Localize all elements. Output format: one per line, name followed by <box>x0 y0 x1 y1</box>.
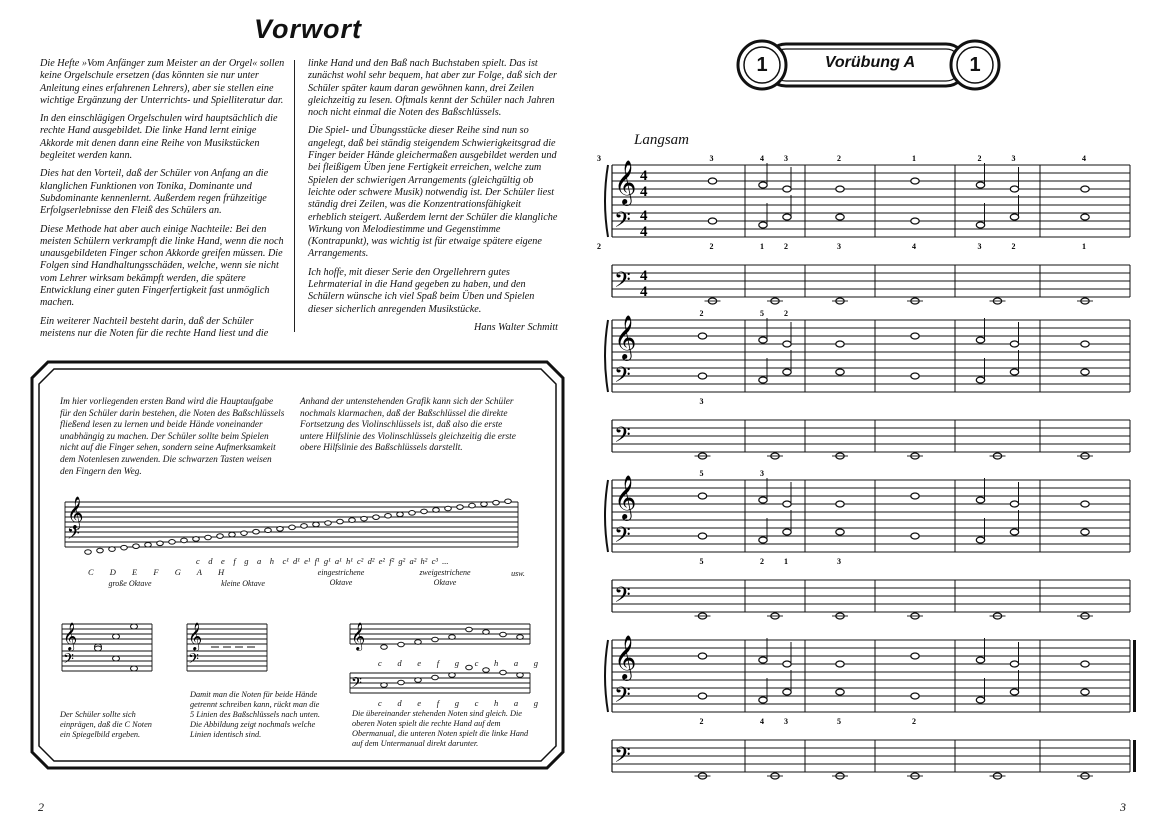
fingering-number: 3 <box>1011 154 1016 163</box>
half-note <box>976 497 984 503</box>
whole-note <box>1081 341 1089 347</box>
final-barline <box>1133 640 1136 712</box>
caption-1: Der Schüler sollte sich einprägen, daß die C Noten ein Spiegelbild ergeben. <box>60 710 152 739</box>
whole-note <box>397 512 404 517</box>
whole-note <box>1081 661 1089 667</box>
fingering-number: 2 <box>912 717 916 726</box>
whole-note <box>289 525 296 530</box>
fingering-number: 5 <box>760 309 764 318</box>
score-systems <box>597 150 1140 805</box>
whole-note <box>698 693 706 699</box>
half-note <box>1010 529 1018 535</box>
whole-note <box>409 511 416 516</box>
half-note <box>759 697 767 703</box>
fingering-number: 2 <box>1011 242 1016 251</box>
paragraph: Die Spiel- und Übungsstücke dieser Reihe sind nun so angelegt, daß bei ständig steigendem Schwierigkeitsgrad die Finger beider Hände gleichermaßen ausgebildet werden und bei fleißigem Üben jene Fertigkeit erreichen, welche zum Spielen der schwierigen Arrangements (gleichgültig ob leichte oder schwere Musik) notwendig ist. Der Schüler liest ständig drei Zeilen, was die Konzentrationsfähigkeit erheblich steigert. Außerdem lernt der Schüler die klangliche Wirkung von Melodiestimme und Gegenstimme (Kontrapunkt), was wichtig ist für etwaige spätere eigene Arrangements. <box>308 125 558 260</box>
fingering-number: 5 <box>699 557 704 566</box>
fingering-number: 3 <box>760 469 764 478</box>
signature: Hans Walter Schmitt <box>474 321 558 333</box>
whole-note <box>517 673 524 678</box>
foreword-column-1 <box>40 58 286 346</box>
foreword-column-2 <box>308 58 558 340</box>
staff-lines-figure <box>185 618 270 678</box>
whole-note <box>483 630 490 635</box>
fingering-number: 2 <box>760 557 764 566</box>
whole-note <box>836 661 844 667</box>
treble-clef-icon: 𝄞 <box>188 624 203 650</box>
half-note <box>976 182 984 188</box>
fingering-number: 2 <box>977 154 982 163</box>
half-note <box>783 689 791 695</box>
whole-note <box>1081 501 1089 507</box>
fingering-number: 3 <box>784 717 788 726</box>
half-note <box>759 497 767 503</box>
fingering-number: 2 <box>837 154 841 163</box>
paragraph: linke Hand und den Baß nach Buchstaben spielt. Das ist zunächst wohl sehr bequem, hat aber zur Folge, daß sich der Schüler später kaum daran gewöhnen kann, drei Zeilen gleichzeitig zu lesen. Oftmals kennt der Schüler nach Jahren noch nicht einmal die Noten des Baßschlüssels. <box>308 58 558 119</box>
fingering-number: 2 <box>699 717 704 726</box>
whole-note <box>708 178 716 184</box>
whole-note <box>349 518 356 523</box>
whole-note <box>836 689 844 695</box>
fingering-number: 5 <box>837 717 841 726</box>
treble-clef-icon: 𝄞 <box>67 498 84 529</box>
range-staff-figure <box>60 490 520 560</box>
whole-note <box>421 509 428 514</box>
page-number-right: 3 <box>1120 800 1126 814</box>
whole-note <box>698 653 706 659</box>
half-note <box>783 341 791 347</box>
whole-note <box>836 529 844 535</box>
half-note <box>1010 186 1018 192</box>
whole-note <box>433 508 440 513</box>
whole-note <box>445 506 452 511</box>
half-note <box>1010 689 1018 695</box>
note-names-row <box>196 556 536 566</box>
fig3-letters-bottom: c d e f g c h a g <box>378 698 538 708</box>
fingering-number: 1 <box>1082 242 1086 251</box>
paragraph: Die Hefte »Vom Anfänger zum Meister an der Orgel« sollen keine Orgelschule ersetzen (das könnten sie nur unter Anleitung eines erfahrenen Lehrers), aber sie stellen eine wichtige Ergänzung der Unterrichts- und Spielliteratur dar. <box>40 58 285 106</box>
whole-note <box>85 550 92 555</box>
whole-note <box>1081 369 1089 375</box>
whole-note <box>97 548 104 553</box>
brace <box>605 320 608 392</box>
treble-clef-icon: 𝄞 <box>614 637 637 679</box>
caption-3: Die übereinander stehenden Noten sind gleich. Die oberen Noten spielt die rechte Hand auf dem Obermanual, die unteren Noten spielt die linke Hand auf dem Untermanual direkt darunter. <box>352 709 529 748</box>
whole-note <box>911 693 919 699</box>
fingering-number: 3 <box>837 557 841 566</box>
box-text-right: Anhand der untenstehenden Grafik kann sich der Schüler nochmals klarmachen, daß der Baßschlüssel die direkte Fortsetzung des Violinschlüssels ist, daß also die erste untere Hilfslinie des Violinschlüssels gleichzeitig die erste obere Hilfslinie des Baßschlüssels darstellt. <box>300 397 516 454</box>
whole-note <box>469 503 476 508</box>
page-number-left: 2 <box>38 800 44 814</box>
fingering-number: 3 <box>597 154 601 163</box>
brace <box>605 480 608 552</box>
whole-note <box>517 635 524 640</box>
bass-clef-icon: 𝄢 <box>614 208 631 237</box>
whole-note <box>381 645 388 650</box>
half-note <box>1010 661 1018 667</box>
whole-note <box>493 500 500 505</box>
half-note <box>783 214 791 220</box>
whole-note <box>361 516 368 521</box>
tempo-marking: Langsam <box>634 132 690 148</box>
treble-clef-icon: 𝄞 <box>63 624 78 650</box>
time-signature: 4 <box>640 208 648 224</box>
final-barline <box>1133 740 1136 772</box>
half-note <box>759 182 767 188</box>
bass-clef-icon: 𝄢 <box>188 651 199 670</box>
score-system <box>605 469 1130 619</box>
octave-label: kleine Oktave <box>221 579 265 588</box>
whole-note <box>1081 529 1089 535</box>
score-system <box>605 636 1136 779</box>
whole-note <box>708 218 716 224</box>
fig3-letters-top: c d e f g c h a g <box>378 658 538 668</box>
badge-number-left: 1 <box>756 54 768 76</box>
half-note <box>759 222 767 228</box>
whole-note <box>229 532 236 537</box>
bass-clef-icon: 𝄢 <box>67 525 80 547</box>
whole-note <box>373 515 380 520</box>
badge-number-right: 1 <box>969 54 981 76</box>
fingering-number: 3 <box>709 154 714 163</box>
whole-note <box>121 545 128 550</box>
fingering-number: 2 <box>784 309 788 318</box>
fingering-number: 1 <box>760 242 764 251</box>
time-signature: 4 <box>640 224 648 240</box>
whole-note <box>911 493 919 499</box>
whole-note <box>1081 186 1089 192</box>
score-system <box>605 309 1130 459</box>
note-names-small: c d e f g a h <box>196 556 274 566</box>
fingering-number: 4 <box>760 154 764 163</box>
note-names-two: c² d² e² f² g² a² h² c³ ... <box>357 556 449 566</box>
whole-note <box>313 522 320 527</box>
whole-note <box>836 186 844 192</box>
c-mirror-figure <box>60 618 155 678</box>
whole-note <box>911 533 919 539</box>
whole-note <box>157 541 164 546</box>
brace <box>605 640 608 712</box>
half-note <box>759 657 767 663</box>
fingering-number: 2 <box>709 242 714 251</box>
whole-note <box>449 635 456 640</box>
whole-note <box>265 528 272 533</box>
bass-clef-icon: 𝄢 <box>614 423 631 452</box>
piece-title: Vorübung A <box>824 54 916 71</box>
caption-2: Damit man die Noten für beide Hände getrennt schreiben kann, rückt man die 5 Linien des Baßschlüssels nach unten. Die Abbildung zeigt nochmals welche Linien identisch sind. <box>190 690 320 739</box>
fingering-number: 4 <box>1082 154 1086 163</box>
whole-note <box>836 341 844 347</box>
half-note <box>759 337 767 343</box>
whole-note <box>911 218 919 224</box>
bass-clef-icon: 𝄢 <box>63 651 74 670</box>
treble-clef-icon: 𝄞 <box>614 477 637 519</box>
time-signature: 4 <box>640 168 648 184</box>
bass-clef-icon: 𝄢 <box>614 268 631 297</box>
fingering-number: 5 <box>699 469 704 478</box>
half-note <box>759 537 767 543</box>
half-note <box>976 537 984 543</box>
fingering-number: 3 <box>977 242 982 251</box>
whole-note <box>337 519 344 524</box>
fingering-number: 1 <box>912 154 916 163</box>
whole-note <box>449 673 456 678</box>
whole-note <box>836 501 844 507</box>
note-names-one: c¹ d¹ e¹ f¹ g¹ a¹ h¹ <box>282 556 353 566</box>
whole-note <box>836 214 844 220</box>
whole-note <box>241 531 248 536</box>
fingering-number: 3 <box>699 397 704 406</box>
note-names-big: C D E F G A H <box>88 567 232 577</box>
whole-note <box>911 653 919 659</box>
half-note <box>1010 341 1018 347</box>
fingering-number: 2 <box>699 309 704 318</box>
whole-note <box>466 627 473 632</box>
whole-note <box>698 373 706 379</box>
octave-label: eingestrichene Oktave <box>317 568 365 587</box>
whole-note <box>193 537 200 542</box>
whole-note <box>698 493 706 499</box>
paragraph: Ich hoffe, mit dieser Serie den Orgellehrern gutes Lehrmaterial in die Hand gegeben zu haben, und den Schülern wünsche ich viel Spaß beim Üben und Spielen dieser sicherlich anregenden Musikstücke. <box>308 266 535 315</box>
half-note <box>759 377 767 383</box>
half-note <box>976 222 984 228</box>
half-note <box>976 337 984 343</box>
fingering-number: 3 <box>784 154 788 163</box>
whole-note <box>385 513 392 518</box>
half-note <box>783 186 791 192</box>
whole-note <box>911 333 919 339</box>
bass-clef-icon: 𝄢 <box>614 743 631 772</box>
whole-note <box>481 502 488 507</box>
half-note <box>783 369 791 375</box>
bass-clef-icon: 𝄢 <box>614 363 631 392</box>
whole-note <box>325 521 332 526</box>
bass-clef-icon: 𝄢 <box>351 675 362 694</box>
whole-note <box>181 538 188 543</box>
whole-note <box>169 540 176 545</box>
time-signature: 4 <box>640 284 648 300</box>
whole-note <box>381 683 388 688</box>
treble-clef-icon: 𝄞 <box>351 624 366 650</box>
whole-note <box>698 333 706 339</box>
whole-note <box>253 529 260 534</box>
fingering-number: 4 <box>912 242 916 251</box>
time-signature: 4 <box>640 184 648 200</box>
paragraph: Dies hat den Vorteil, daß der Schüler von Anfang an die klanglichen Funktionen von Tonika, Dominante und Subdominante kennenlernt. Außerdem regen frühzeitige Erfolgserlebnisse den Fleiß des Schülers an. <box>40 168 269 217</box>
whole-note <box>109 547 116 552</box>
half-note <box>976 657 984 663</box>
octave-label: große Oktave <box>108 579 152 588</box>
paragraph: Diese Methode hat aber auch einige Nachteile: Bei den meisten Schülern verkrampft die linke Hand, wenn die noch unausgebildeten Finger schon Akkorde greifen müssen. Die Folgen sind Handhaltungsschäden, welche, wenn sie nicht vom Lehrer wirksam bekämpft werden, die spätere Entwicklung einer guten Fingerfertigkeit fast unmöglich machen. <box>40 223 284 309</box>
whole-note <box>415 640 422 645</box>
half-note <box>1010 369 1018 375</box>
fingering-number: 4 <box>760 717 764 726</box>
half-note <box>783 501 791 507</box>
whole-note <box>398 642 405 647</box>
whole-note <box>217 534 224 539</box>
whole-note <box>500 632 507 637</box>
octave-label: usw. <box>511 569 525 578</box>
half-note <box>1010 501 1018 507</box>
whole-note <box>1081 214 1089 220</box>
score-system <box>597 154 1130 304</box>
paragraph: In den einschlägigen Orgelschulen wird hauptsächlich die rechte Hand ausgebildet. Die linke Hand lernt einige Akkorde mit denen dann eine Reihe von Musikstücken begleitet werden kann. <box>40 113 278 162</box>
fingering-number: 3 <box>837 242 841 251</box>
half-note <box>783 661 791 667</box>
column-divider <box>294 60 295 332</box>
octave-label: zweigestrichene Oktave <box>419 568 471 587</box>
whole-note <box>911 373 919 379</box>
page-title: Vorwort <box>254 14 362 44</box>
box-text-left: Im hier vorliegenden ersten Band wird die Hauptaufgabe für den Schüler darin bestehen, die Noten des Baßschlüssels fließend lesen zu lernen und beide Hände voneinander unabhängig zu machen. Der Schüler sollte beim Spielen nicht auf die Finger sehen, sondern seine Aufmerksamkeit dem Notenlesen zuwenden. Die schwarzen Tasten weisen den Fingern den Weg. <box>60 397 285 477</box>
whole-note <box>911 178 919 184</box>
whole-note <box>836 369 844 375</box>
whole-note <box>500 670 507 675</box>
treble-clef-icon: 𝄞 <box>614 317 637 359</box>
whole-note <box>133 544 140 549</box>
half-note <box>783 529 791 535</box>
whole-note <box>205 535 212 540</box>
whole-note <box>1081 689 1089 695</box>
whole-note <box>505 499 512 504</box>
half-note <box>976 697 984 703</box>
whole-note <box>277 527 284 532</box>
whole-note <box>301 524 308 529</box>
time-signature: 4 <box>640 268 648 284</box>
fingering-number: 2 <box>784 242 788 251</box>
whole-note <box>415 678 422 683</box>
half-note <box>976 377 984 383</box>
whole-note <box>457 505 464 510</box>
whole-note <box>698 533 706 539</box>
paragraph: Ein weiterer Nachteil besteht darin, daß der Schüler meistens nur die Noten für die rechte Hand liest und die <box>40 315 269 339</box>
fingering-number: 1 <box>784 557 788 566</box>
treble-clef-icon: 𝄞 <box>614 162 637 204</box>
bass-clef-icon: 𝄢 <box>614 683 631 712</box>
whole-note <box>483 668 490 673</box>
bass-clef-icon: 𝄢 <box>614 523 631 552</box>
half-note <box>1010 214 1018 220</box>
fingering-number: 2 <box>597 242 601 251</box>
whole-note <box>432 675 439 680</box>
brace <box>605 165 608 237</box>
whole-note <box>145 542 152 547</box>
whole-note <box>398 680 405 685</box>
whole-note <box>432 637 439 642</box>
bass-clef-icon: 𝄢 <box>614 583 631 612</box>
